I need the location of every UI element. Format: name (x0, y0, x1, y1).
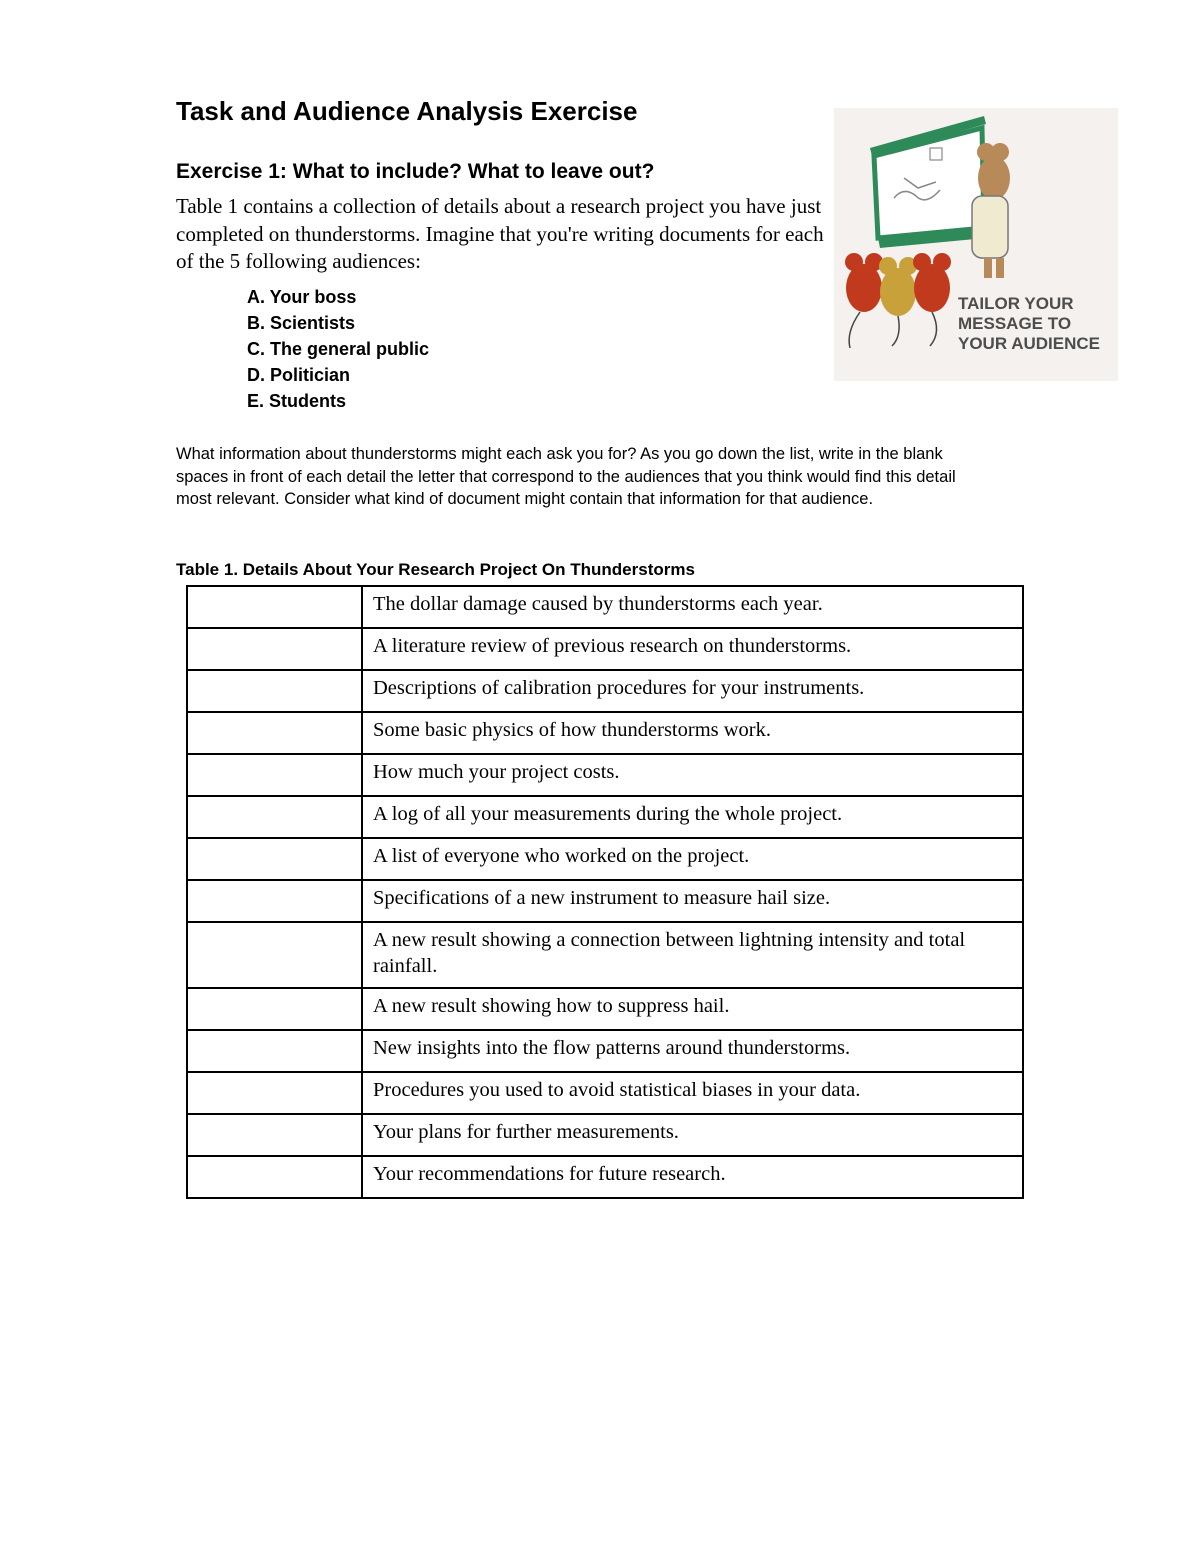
audience-item: A. Your boss (247, 287, 357, 307)
table-row (187, 628, 1023, 670)
table-row (187, 754, 1023, 796)
answer-blank[interactable] (187, 838, 362, 880)
detail-cell: A new result showing a connection between lightning intensity and total rainfall. (362, 922, 1023, 988)
tailor-message-illustration (834, 108, 1118, 381)
answer-blank[interactable] (187, 586, 362, 628)
table-row (187, 1114, 1023, 1156)
audience-item: D. Politician (247, 365, 351, 385)
answer-blank[interactable] (187, 628, 362, 670)
answer-blank[interactable] (187, 712, 362, 754)
audience-item: B. Scientists (247, 313, 356, 333)
detail-cell: A literature review of previous research on thunderstorms. (362, 628, 1023, 670)
detail-cell: Procedures you used to avoid statistical biases in your data. (362, 1072, 1023, 1114)
answer-blank[interactable] (187, 670, 362, 712)
table-row (187, 988, 1023, 1030)
audience-item: C. The general public (247, 339, 430, 359)
exercise-heading: Exercise 1: What to include? What to leave out? (176, 160, 655, 183)
detail-cell: The dollar damage caused by thunderstorms each year. (362, 586, 1023, 628)
detail-cell: A new result showing how to suppress hail. (362, 988, 1023, 1030)
detail-cell: Some basic physics of how thunderstorms work. (362, 712, 1023, 754)
detail-cell: A list of everyone who worked on the project. (362, 838, 1023, 880)
table-row (187, 1156, 1023, 1198)
table-row (187, 1072, 1023, 1114)
detail-cell: How much your project costs. (362, 754, 1023, 796)
table-row (187, 796, 1023, 838)
answer-blank[interactable] (187, 1156, 362, 1198)
detail-cell: Descriptions of calibration procedures for your instruments. (362, 670, 1023, 712)
answer-blank[interactable] (187, 988, 362, 1030)
table-row (187, 670, 1023, 712)
answer-blank[interactable] (187, 1030, 362, 1072)
table-row (187, 586, 1023, 628)
table-row (187, 922, 1023, 988)
audience-item: E. Students (247, 391, 347, 411)
page-title: Task and Audience Analysis Exercise (176, 96, 638, 126)
table-row (187, 712, 1023, 754)
answer-blank[interactable] (187, 1114, 362, 1156)
details-table (186, 585, 1024, 1199)
answer-blank[interactable] (187, 922, 362, 988)
detail-cell: Your recommendations for future research. (362, 1156, 1023, 1198)
table-row (187, 838, 1023, 880)
intro-paragraph: Table 1 contains a collection of details about a research project you have just completed on thunderstorms. Imagine that you're writing documents for each of the 5 following audiences: (176, 194, 824, 273)
illustration-tagline: TAILOR YOUR MESSAGE TO YOUR AUDIENCE (958, 294, 1100, 353)
table-row (187, 880, 1023, 922)
answer-blank[interactable] (187, 754, 362, 796)
audience-list (247, 284, 429, 414)
instructions-paragraph: What information about thunderstorms might each ask you for? As you go down the list, write in the blank spaces in front of each detail the letter that correspond to the audiences that you think would find this detail most relevant. Consider what kind of document might contain that information for that audience. (176, 445, 956, 509)
detail-cell: Specifications of a new instrument to measure hail size. (362, 880, 1023, 922)
detail-cell: New insights into the flow patterns around thunderstorms. (362, 1030, 1023, 1072)
table-row (187, 1030, 1023, 1072)
detail-cell: Your plans for further measurements. (362, 1114, 1023, 1156)
detail-cell: A log of all your measurements during the whole project. (362, 796, 1023, 838)
answer-blank[interactable] (187, 796, 362, 838)
answer-blank[interactable] (187, 1072, 362, 1114)
table-caption: Table 1. Details About Your Research Project On Thunderstorms (176, 560, 695, 579)
answer-blank[interactable] (187, 880, 362, 922)
